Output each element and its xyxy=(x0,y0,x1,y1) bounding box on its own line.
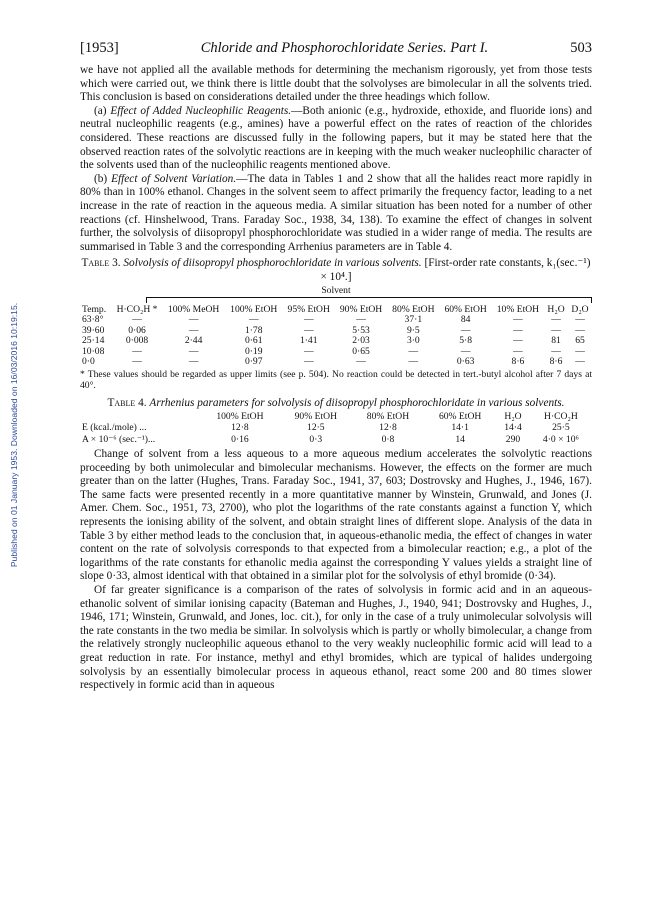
table3-header: 95% EtOH xyxy=(287,303,330,315)
table-cell: — xyxy=(188,314,199,325)
running-header xyxy=(80,40,592,57)
table4-header: 100% EtOH xyxy=(216,410,264,422)
table4-header: H₂O xyxy=(504,410,522,422)
table-cell: — xyxy=(248,314,259,325)
table-cell: — xyxy=(513,314,523,325)
paragraph-1: we have not applied all the available methods for determining the mechanism rigorously, yet from those tests which were carried out, we think there is little doubt that the solvolyses are bimolecular in all the solvents tried. This conclusion is based on considerations detailed under the three headings which follow. xyxy=(80,64,592,104)
table-cell: 0·61 xyxy=(244,335,263,347)
table4-label: Table 4. xyxy=(107,396,147,409)
paragraph-b-heading: Effect of Solvent Variation. xyxy=(111,172,237,185)
table-cell: — xyxy=(303,345,314,357)
table-cell: — xyxy=(460,345,471,357)
table-cell: — xyxy=(188,345,199,357)
table-cell: — xyxy=(575,345,585,357)
table3-solvent-brace xyxy=(146,297,592,303)
table-cell: 0·65 xyxy=(352,345,370,357)
table3 xyxy=(80,305,592,368)
paragraph-b xyxy=(80,173,592,255)
table-cell: — xyxy=(356,356,366,368)
table3-header: 10% EtOH xyxy=(496,303,540,315)
table-cell: — xyxy=(303,356,314,368)
table-cell: — xyxy=(188,356,199,368)
table-cell: 10·08 xyxy=(82,345,105,357)
table4-header-row xyxy=(80,411,592,423)
table-cell: — xyxy=(132,356,142,368)
header-title: Chloride and Phosphorochloridate Series. Part I. xyxy=(200,40,489,56)
table-cell: — xyxy=(575,324,585,336)
table3-header: D₂O xyxy=(571,303,589,315)
table-cell: 5·53 xyxy=(352,324,370,336)
table3-caption xyxy=(80,257,592,284)
table4-header: 90% EtOH xyxy=(294,410,337,422)
table-cell: — xyxy=(408,356,419,368)
table-cell: — xyxy=(575,356,585,368)
table4-header xyxy=(80,411,200,423)
table-cell: — xyxy=(551,314,561,325)
table-cell: 25·5 xyxy=(552,422,570,434)
table-cell: — xyxy=(132,345,142,357)
table-cell: 8·6 xyxy=(511,356,525,368)
table-cell: — xyxy=(513,335,523,347)
table-cell: 12·5 xyxy=(307,422,325,434)
table-cell: 0·06 xyxy=(128,324,146,336)
table-row xyxy=(80,357,592,368)
publication-sidebar xyxy=(2,200,26,670)
table-cell: 0·97 xyxy=(244,356,263,368)
table3-footnote: * These values should be regarded as upper limits (see p. 504). No reaction could be detected in tert.-butyl alcohol after 7 days at 40°. xyxy=(80,368,592,391)
table-cell: 37·1 xyxy=(404,314,423,325)
table-cell: 0·16 xyxy=(231,433,249,445)
header-year: [1953] xyxy=(80,40,119,56)
header-page-number: 503 xyxy=(570,40,592,56)
table-cell: 1·41 xyxy=(299,335,318,347)
table-cell: — xyxy=(460,324,471,336)
table3-header: 100% MeOH xyxy=(167,303,220,315)
paragraph-a-heading: Effect of Added Nucleophilic Reagents. xyxy=(110,104,292,117)
table4-title: Arrhenius parameters for solvolysis of diisopropyl phosphorochloridate in various solvents. xyxy=(149,396,565,409)
page-content xyxy=(80,40,592,693)
table-cell: — xyxy=(356,314,366,325)
paragraph-a xyxy=(80,105,592,173)
table-cell: 84 xyxy=(460,314,471,325)
table-cell: — xyxy=(513,345,523,357)
table-cell: 14 xyxy=(455,433,465,445)
paragraph-b-text: —The data in Tables 1 and 2 show that all the halides react more rapidly in 80% than in 100% ethanol. Changes in the solvent seem to affect primarily the frequency factor, leading to a net increase in the rate of reaction in the aqueous media. A similar situation has been noted for a number of other reactions (cf. Hinshelwood, Trans. Faraday Soc., 1938, 34, 138). To examine the effect of changes in solvent further, the solvolysis of diisopropyl phosphorochloridate was studied in a wider range of media. The results are summarised in Table 3 and the corresponding Arrhenius parameters are in Table 4. xyxy=(80,172,592,253)
table4 xyxy=(80,411,592,446)
table-cell: 0·008 xyxy=(125,335,149,347)
table-cell: 14·4 xyxy=(504,422,522,434)
table3-title: Solvolysis of diisopropyl phosphorochloridate in various solvents. xyxy=(123,257,422,270)
table3-title-2: [First-order rate constants, k₁(sec.⁻¹) × 10⁴.] xyxy=(320,257,591,283)
table-cell: 4·0 × 10⁶ xyxy=(542,433,579,445)
table3-header: 60% EtOH xyxy=(444,303,487,315)
table4-caption xyxy=(80,397,592,411)
table3-header: 100% EtOH xyxy=(230,303,278,315)
table-cell: — xyxy=(551,324,561,336)
table3-header: 80% EtOH xyxy=(392,303,435,315)
table-cell: — xyxy=(303,324,314,336)
table-cell: E (kcal./mole) ... xyxy=(82,422,147,434)
table-cell: 8·6 xyxy=(549,356,563,368)
table-cell: 1·78 xyxy=(244,324,263,336)
table4-header: 60% EtOH xyxy=(438,410,482,422)
paragraph-a-lead: (a) xyxy=(94,104,111,117)
table-cell: 2·03 xyxy=(352,335,370,347)
table-cell: — xyxy=(408,345,419,357)
table3-header: H·CO₂H * xyxy=(116,303,158,315)
table-cell: 25·14 xyxy=(82,335,105,347)
table-cell: — xyxy=(303,314,314,325)
table-cell: 12·8 xyxy=(379,422,397,434)
table3-label: Table 3. xyxy=(81,257,121,270)
paragraph-5: Of far greater significance is a comparison of the rates of solvolysis in formic acid and in an aqueous-ethanolic solvent of similar ionising capacity (Bateman and Hughes, J., 1940, 941; Dostrovsky and Hughes, J., 1946, 171; Winstein, Grunwald, and Jones, loc. cit.), for only in the case of a truly unimolecular solvolysis will the rate constants in the two media be similar. In solvolysis which is partly or wholly bimolecular, a change from the relatively strongly nucleophilic aqueous ethanol to the very weakly nucleophilic formic acid will lead to a great reduction in rate. For instance, methyl and ethyl bromides, which are typical of halides undergoing solvolysis by an essentially bimolecular process in aqueous ethanol, react some 200 and 80 times slower respectively in formic acid than in aqueous xyxy=(80,584,592,692)
table3-header: 90% EtOH xyxy=(339,303,383,315)
table-row xyxy=(80,422,592,434)
table3-header: H₂O xyxy=(547,303,565,315)
table-cell: — xyxy=(551,345,561,357)
table-cell: 65 xyxy=(575,335,585,347)
table-cell: 0·19 xyxy=(244,345,263,357)
paragraph-a-text: —Both anionic (e.g., hydroxide, ethoxide, and fluoride ions) and neutral nucleophilic reagents (e.g., amines) have a powerful effect on the rates of reaction of the chlorides considered. These reactions are discussed fully in the following papers, but it may be stated here that the observed reaction rates of the solvolytic reactions are in keeping with the much weaker nucleophilic character of the solvents used than of the nucleophilic reagents mentioned above. xyxy=(80,104,592,172)
table-cell: 0·63 xyxy=(456,356,475,368)
paragraph-4: Change of solvent from a less aqueous to a more aqueous medium accelerates the solvolytic reactions proceeding by both unimolecular and bimolecular mechanisms. However, the effects on the former are much greater than on the latter (Hughes, Trans. Faraday Soc., 1941, 37, 603; Dostrovsky and Hughes, J., 1946, 167). The same facts were presented recently in a more quantitative manner by Winstein, Grunwald, and Jones (J. Amer. Chem. Soc., 1951, 73, 2700), who plot the logarithms of the rate constants against a function Y, which represents the ionising ability of the solvent, and obtain straight lines of different slope. Analysis of the data in Table 3 by either method leads to the conclusion that, in aqueous-ethanolic media, the effect of changes in water content on the rate of solvolysis corresponds to that expected from a bimolecular reaction; e.g., a plot of the logarithms of the rate constants for ethanolic media against the corresponding Y values yields a straight line of slope 0·33, almost identical with that obtained in a similar plot for the solvolysis of ethyl bromide (0·34). xyxy=(80,448,592,583)
table-cell: 290 xyxy=(505,433,521,445)
table-cell: 9·5 xyxy=(406,324,420,336)
table-cell: 39·60 xyxy=(82,324,105,336)
table-cell: — xyxy=(513,324,523,336)
table-cell: A × 10⁻⁶ (sec.⁻¹)... xyxy=(82,433,156,445)
table-cell: 0·0 xyxy=(82,356,95,368)
table-cell: 12·8 xyxy=(231,422,249,434)
table-row xyxy=(80,315,592,326)
table-cell: — xyxy=(188,324,199,336)
table-cell: 0·3 xyxy=(309,433,323,445)
table4-header: H·CO₂H xyxy=(544,410,578,422)
table-cell: 81 xyxy=(551,335,561,347)
table3-header: Temp. xyxy=(82,303,107,315)
table-cell: 5·8 xyxy=(459,335,473,347)
table4-header: 80% EtOH xyxy=(366,410,410,422)
table-cell: 63·8° xyxy=(82,314,104,325)
table-cell: — xyxy=(575,314,585,325)
table-cell: 14·1 xyxy=(451,422,469,434)
table-cell: 2·44 xyxy=(184,335,203,347)
table3-solvent-label: Solvent xyxy=(321,284,351,296)
paragraph-b-lead: (b) xyxy=(94,172,112,185)
table-cell: — xyxy=(132,314,142,325)
sidebar-text: Published on 01 January 1953. Downloaded on 16/03/2016 10:19:15. xyxy=(9,302,19,568)
table-cell: 0·8 xyxy=(381,433,395,445)
table-row xyxy=(80,434,592,446)
table-cell: 3·0 xyxy=(406,335,420,347)
